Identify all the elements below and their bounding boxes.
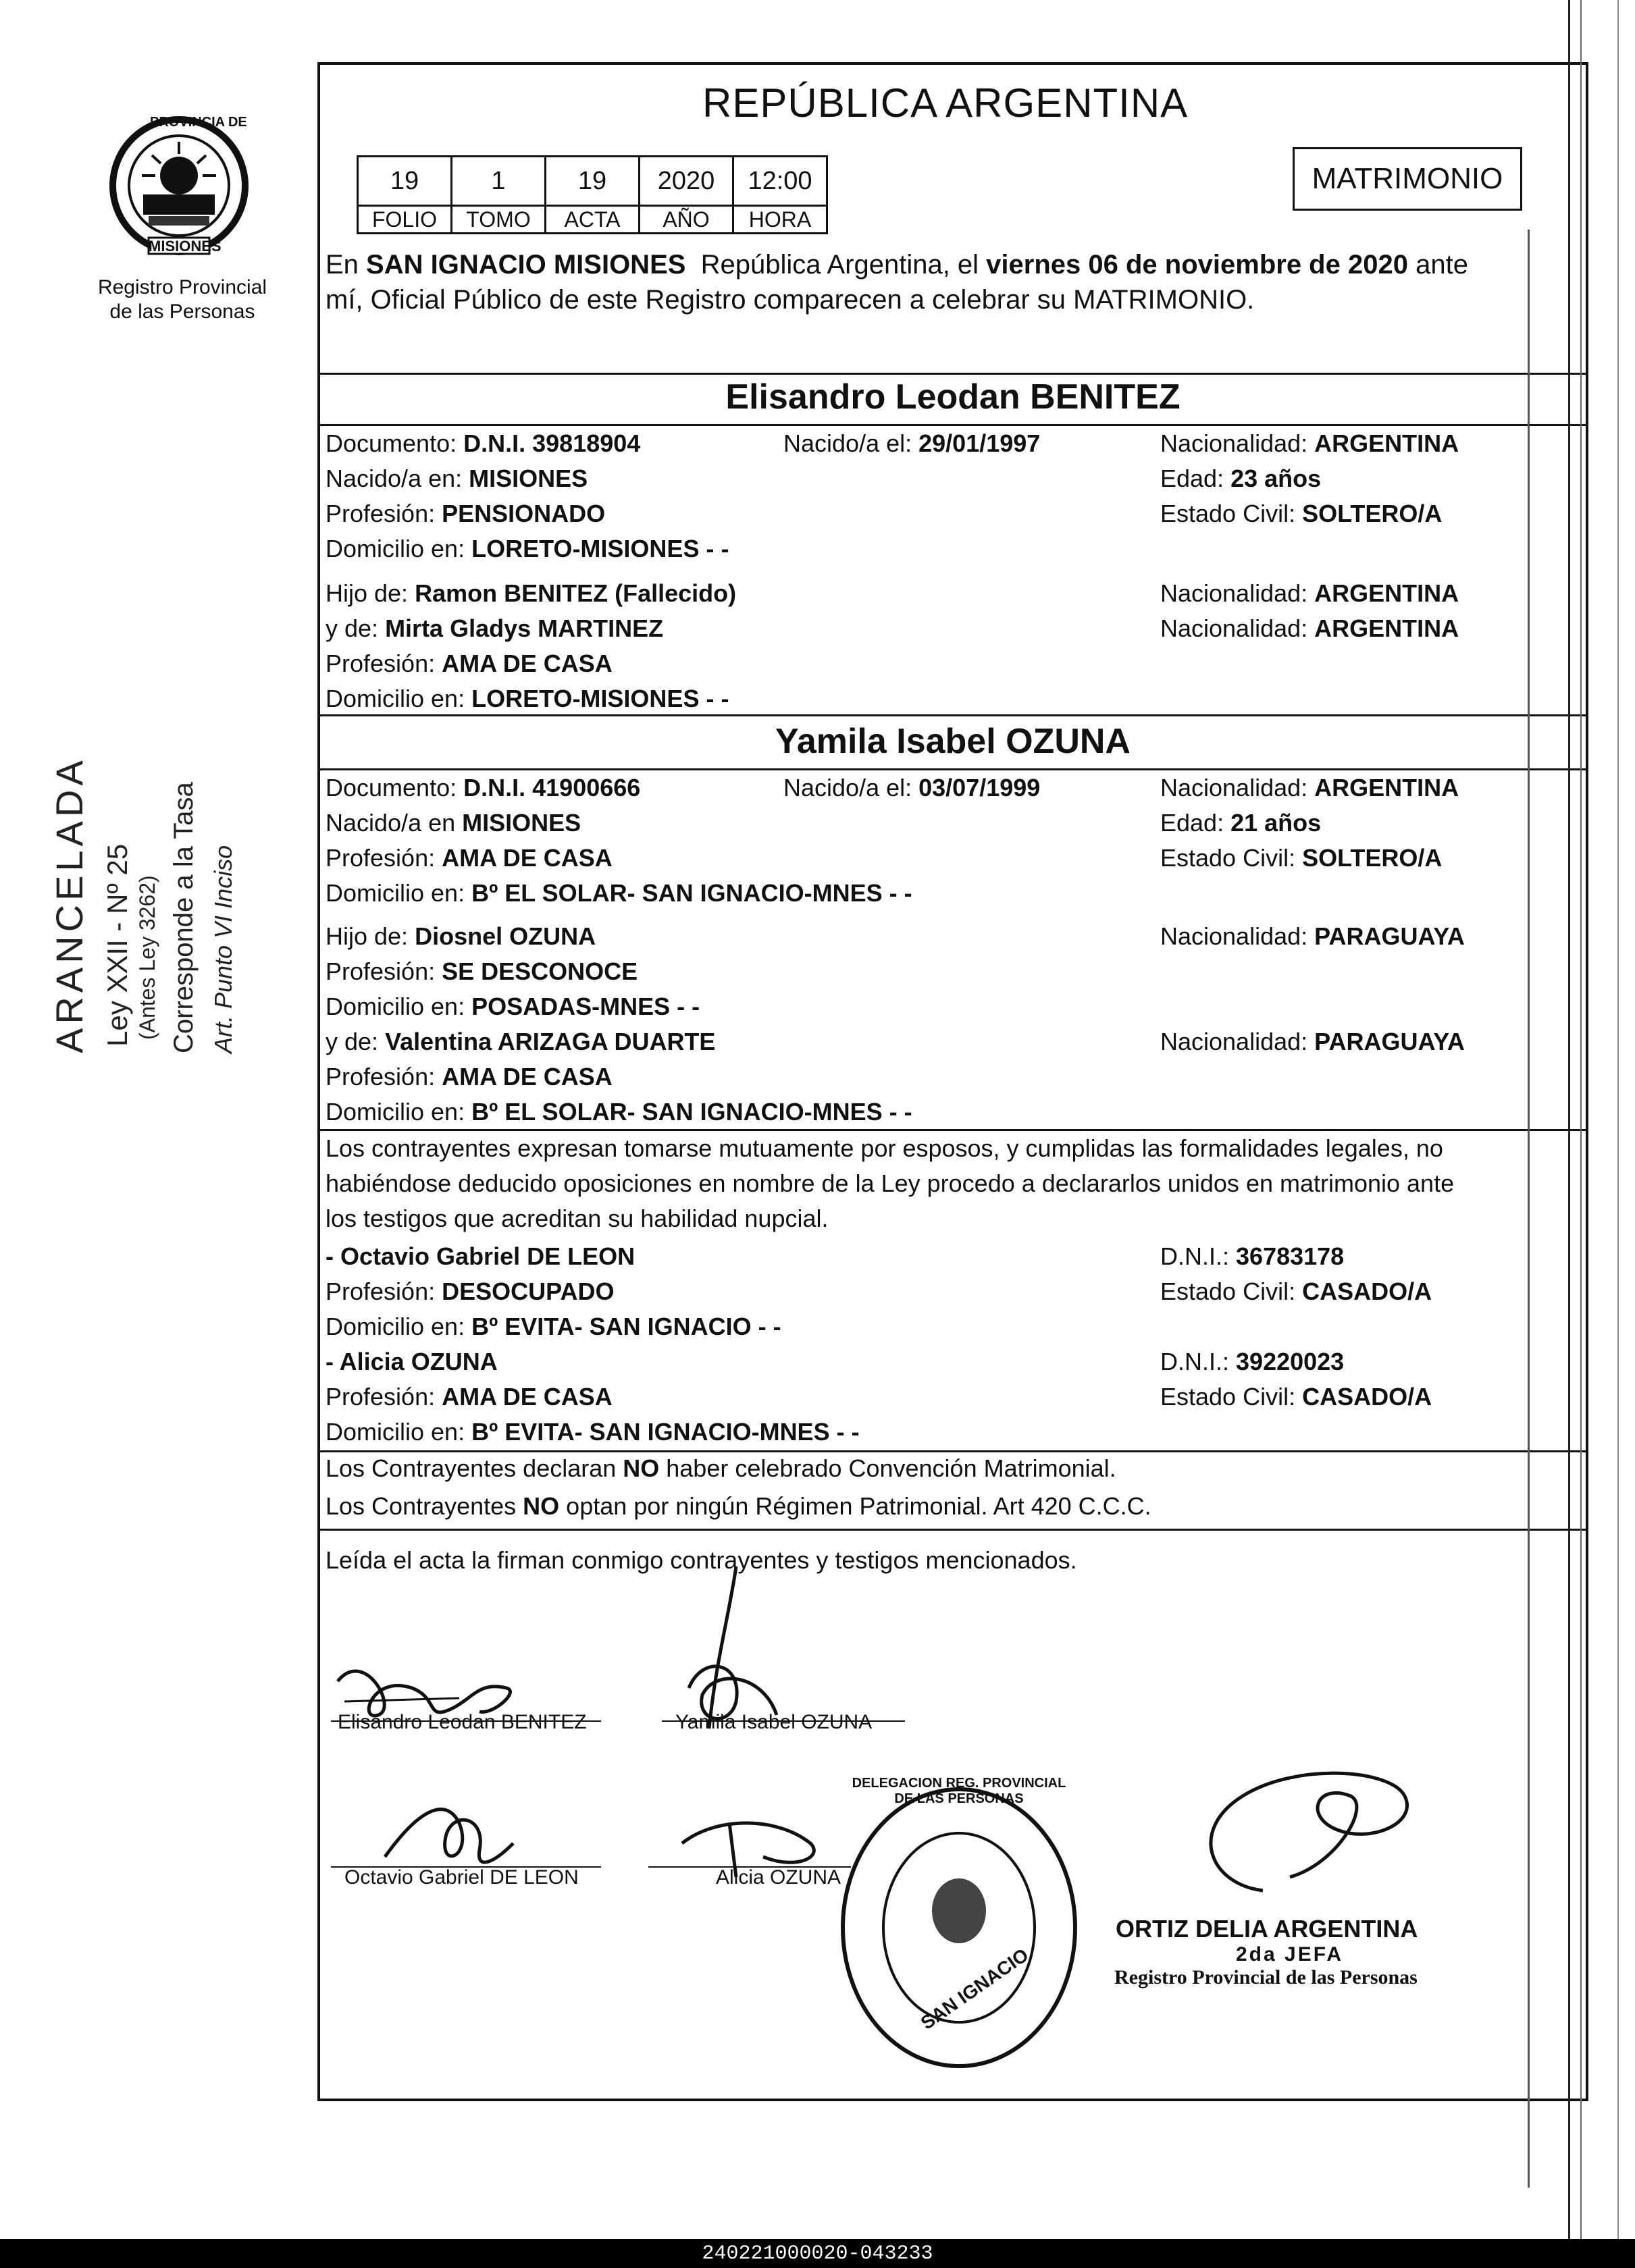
witness1-profession: DESOCUPADO (442, 1277, 615, 1305)
patrimonial-line2 (326, 1492, 1151, 1521)
intro-suffix: ante (1407, 250, 1468, 280)
label: Profesión: (326, 1063, 436, 1090)
spouse2-documento: D.N.I. 41900666 (463, 774, 641, 801)
seal-ring-top: PROVINCIA DE (150, 115, 247, 130)
signatures-intro: Leída el acta la firman conmigo contrayentes y testigos mencionados. (326, 1546, 1077, 1574)
label: Nacido/a en (326, 809, 456, 837)
witness2-dni: 39220023 (1236, 1348, 1345, 1375)
delegation-stamp (837, 1776, 1081, 2073)
patrimonial-line2-prefix: Los Contrayentes (326, 1492, 523, 1520)
label: Profesión: (326, 500, 436, 527)
spouse1-birthdate-row (783, 429, 1040, 458)
scan-artifact-line (1568, 0, 1570, 2239)
folio-label: FOLIO (358, 206, 452, 234)
spouse1-civil-row (1160, 500, 1442, 528)
label: Profesión: (326, 650, 436, 677)
spouse2-nationality-row (1160, 774, 1459, 802)
spouse1-mother-domicile: LORETO-MISIONES - - (471, 685, 729, 712)
spouse1-mother-nationality-row (1160, 614, 1459, 643)
label: Estado Civil: (1160, 1383, 1296, 1410)
margin-stamp-line1: ARANCELADA (48, 756, 90, 1053)
label: Nacido/a el: (783, 774, 912, 801)
spouse1-birthplace: MISIONES (469, 465, 588, 492)
declaration-line2: habiéndose deducido oposiciones en nombre de la Ley procedo a declararlos unidos en matrimonio ante (326, 1169, 1455, 1197)
spouse2-civil-status: SOLTERO/A (1302, 844, 1443, 872)
label: Domicilio en: (326, 993, 465, 1020)
official-name: ORTIZ DELIA ARGENTINA (1116, 1915, 1418, 1943)
divider-1 (317, 373, 1588, 375)
spouse1-father-nationality: ARGENTINA (1314, 579, 1459, 607)
label: Profesión: (326, 1277, 436, 1305)
seal-caption-line1: Registro Provincial (97, 276, 267, 298)
scan-artifact-line (1580, 0, 1582, 2239)
spouse2-father-row (326, 922, 596, 951)
spouse2-mother-domicile-row (326, 1098, 912, 1126)
patrimonial-line1-bold: NO (623, 1454, 660, 1482)
witness1-civil-status: CASADO/A (1302, 1277, 1432, 1305)
spouse1-documento-row (326, 429, 640, 458)
spouse2-birthdate-row (783, 774, 1040, 802)
label: Estado Civil: (1160, 844, 1296, 872)
label: Domicilio en: (326, 535, 465, 562)
divider-2 (317, 424, 1588, 426)
footer-barcode: 240221000020-043233 (0, 2239, 1635, 2268)
spouse1-profession-row (326, 500, 605, 528)
act-type-box: MATRIMONIO (1293, 147, 1522, 211)
witness2-civil-row (1160, 1383, 1432, 1411)
label: Profesión: (326, 844, 436, 872)
witness2-name: - Alicia OZUNA (326, 1348, 498, 1375)
anio-value: 2020 (640, 157, 733, 206)
intro-prefix: En (326, 250, 367, 280)
spouse1-birthdate: 29/01/1997 (918, 429, 1041, 457)
intro-line2: mí, Oficial Público de este Registro comparecen a celebrar su MATRIMONIO. (326, 285, 1255, 315)
official-role: 2da JEFA (1236, 1943, 1344, 1966)
label: Edad: (1160, 465, 1224, 492)
registry-reference-grid (357, 155, 828, 234)
witness2-domicile-row (326, 1418, 860, 1446)
spouse2-mother-row (326, 1028, 715, 1056)
stamp-center-text: SAN IGNACIO (916, 1944, 1033, 2034)
spouse2-age-row (1160, 809, 1321, 837)
patrimonial-line2-suffix: optan por ningún Régimen Patrimonial. Art 420 C.C.C. (559, 1492, 1151, 1520)
scan-artifact-line (1617, 0, 1619, 2239)
witness2-profession: AMA DE CASA (442, 1383, 613, 1410)
divider-7 (317, 1529, 1588, 1531)
patrimonial-line1-suffix: haber celebrado Convención Matrimonial. (659, 1454, 1116, 1482)
margin-stamp-line3: (Antes Ley 3262) (135, 875, 159, 1040)
handwritten-signature-3 (378, 1783, 547, 1877)
witness2-civil-status: CASADO/A (1302, 1383, 1432, 1410)
divider-3 (317, 714, 1588, 716)
spouse2-profession-row (326, 844, 613, 872)
label: Nacionalidad: (1160, 922, 1308, 950)
witness2-name-row (326, 1348, 498, 1376)
spouse2-age: 21 años (1230, 809, 1322, 837)
spouse2-father-profession: SE DESCONOCE (442, 957, 638, 985)
stamp-ring-text: DELEGACION REG. PROVINCIAL DE LAS PERSONAS (852, 1776, 1066, 1806)
spouse2-father-profession-row (326, 957, 638, 986)
witness1-name: - Octavio Gabriel DE LEON (326, 1242, 635, 1270)
label: Profesión: (326, 957, 436, 985)
witness1-domicile-row (326, 1313, 781, 1341)
label: Nacido/a en: (326, 465, 463, 492)
spouse2-civil-row (1160, 844, 1442, 872)
spouse1-domicile: LORETO-MISIONES - - (471, 535, 729, 562)
spouse1-nationality: ARGENTINA (1314, 429, 1459, 457)
label: Nacido/a el: (783, 429, 912, 457)
seal-ring-bottom: MISIONES (149, 238, 222, 255)
spouse1-mother-profession: AMA DE CASA (442, 650, 613, 677)
label: Estado Civil: (1160, 1277, 1296, 1305)
seal-caption-line2: de las Personas (109, 300, 255, 323)
spouse2-domicile-row (326, 879, 912, 907)
label: Documento: (326, 774, 457, 801)
signature-name-1: Elisandro Leodan BENITEZ (338, 1711, 587, 1733)
signature-name-3: Octavio Gabriel DE LEON (344, 1866, 579, 1889)
spouse2-father-nationality: PARAGUAYA (1314, 922, 1465, 950)
spouse2-domicile: Bº EL SOLAR- SAN IGNACIO-MNES - - (471, 879, 912, 907)
patrimonial-line1-prefix: Los Contrayentes declaran (326, 1454, 623, 1482)
patrimonial-line2-bold: NO (523, 1492, 560, 1520)
declaration-line1: Los contrayentes expresan tomarse mutuamente por esposos, y cumplidas las formalidades legales, no (326, 1134, 1443, 1162)
intro-date: viernes 06 de noviembre de 2020 (986, 250, 1408, 280)
spouse2-mother-nationality: PARAGUAYA (1314, 1028, 1465, 1055)
spouse2-mother-nationality-row (1160, 1028, 1465, 1056)
spouse1-father-nationality-row (1160, 579, 1459, 608)
acta-label: ACTA (546, 206, 640, 234)
label: Domicilio en: (326, 1313, 465, 1340)
spouse2-father-domicile-row (326, 993, 700, 1021)
witness2-domicile: Bº EVITA- SAN IGNACIO-MNES - - (471, 1418, 860, 1446)
spouse2-birthdate: 03/07/1999 (918, 774, 1041, 801)
margin-fee-stamp (41, 608, 270, 1080)
spouse1-mother-domicile-row (326, 685, 729, 713)
seal-caption (74, 275, 290, 324)
divider-4 (317, 768, 1588, 770)
spouse2-father: Diosnel OZUNA (415, 922, 596, 950)
official-office: Registro Provincial de las Personas (1114, 1966, 1418, 1988)
intro-paragraph (326, 247, 1582, 317)
margin-stamp-line2: Ley XXII - Nº 25 (101, 843, 133, 1047)
spouse2-documento-row (326, 774, 640, 802)
spouse2-profession: AMA DE CASA (442, 844, 613, 872)
province-seal (101, 108, 257, 270)
label: Nacionalidad: (1160, 429, 1308, 457)
spouse1-mother: Mirta Gladys MARTINEZ (385, 614, 664, 642)
signature-name-2: Yamila Isabel OZUNA (675, 1711, 873, 1733)
witness1-dni-row (1160, 1242, 1344, 1271)
spouse1-documento: D.N.I. 39818904 (463, 429, 641, 457)
witness2-dni-row (1160, 1348, 1344, 1376)
margin-stamp-line5: Art. Punto VI Inciso (209, 845, 237, 1053)
stamp-oval-icon (837, 1783, 1081, 2073)
spouse1-profession: PENSIONADO (442, 500, 606, 527)
spouse2-mother: Valentina ARIZAGA DUARTE (385, 1028, 716, 1055)
handwritten-signature-official (1168, 1756, 1425, 1918)
spouse1-mother-row (326, 614, 663, 643)
label: Nacionalidad: (1160, 1028, 1308, 1055)
spouse1-father-row (326, 579, 736, 608)
signature-name-4: Alicia OZUNA (716, 1866, 841, 1889)
spouse2-mother-profession: AMA DE CASA (442, 1063, 613, 1090)
label: Nacionalidad: (1160, 614, 1308, 642)
hora-value: 12:00 (733, 157, 827, 206)
divider-5 (317, 1129, 1588, 1131)
folio-value: 19 (358, 157, 452, 206)
spouse2-nationality: ARGENTINA (1314, 774, 1459, 801)
witness1-name-row (326, 1242, 635, 1271)
spouse1-birthplace-row (326, 465, 588, 493)
label: y de: (326, 1028, 379, 1055)
spouse2-mother-profession-row (326, 1063, 613, 1091)
label: Hijo de: (326, 922, 409, 950)
label: Domicilio en: (326, 1098, 465, 1126)
witness1-profession-row (326, 1277, 614, 1306)
label: Hijo de: (326, 579, 409, 607)
margin-stamp-line4: Corresponde a la Tasa (169, 782, 199, 1053)
label: Nacionalidad: (1160, 579, 1308, 607)
spouse1-age: 23 años (1230, 465, 1322, 492)
label: Estado Civil: (1160, 500, 1296, 527)
label: Edad: (1160, 809, 1224, 837)
tomo-label: TOMO (452, 206, 546, 234)
witness1-domicile: Bº EVITA- SAN IGNACIO - - (471, 1313, 781, 1340)
intro-mid: República Argentina, el (685, 250, 987, 280)
label: y de: (326, 614, 379, 642)
spouse2-father-domicile: POSADAS-MNES - - (471, 993, 700, 1020)
label: Profesión: (326, 1383, 436, 1410)
witness1-dni: 36783178 (1236, 1242, 1345, 1270)
tomo-value: 1 (452, 157, 546, 206)
label: Domicilio en: (326, 1418, 465, 1446)
spouse1-mother-profession-row (326, 650, 613, 678)
patrimonial-line1 (326, 1454, 1116, 1483)
spouse1-nationality-row (1160, 429, 1459, 458)
intro-line1 (326, 247, 1582, 282)
witness2-profession-row (326, 1383, 613, 1411)
divider-6 (317, 1450, 1588, 1452)
anio-label: AÑO (640, 206, 733, 234)
spouse1-father: Ramon BENITEZ (Fallecido) (415, 579, 737, 607)
spouse1-age-row (1160, 465, 1321, 493)
spouse1-name: Elisandro Leodan BENITEZ (725, 377, 1180, 417)
label: Nacionalidad: (1160, 774, 1308, 801)
acta-value: 19 (546, 157, 640, 206)
spouse2-birthplace-row (326, 809, 581, 837)
label: Domicilio en: (326, 879, 465, 907)
spouse1-mother-nationality: ARGENTINA (1314, 614, 1459, 642)
spouse2-name: Yamila Isabel OZUNA (775, 722, 1131, 761)
label: Domicilio en: (326, 685, 465, 712)
spouse2-father-nationality-row (1160, 922, 1465, 951)
declaration-line3: los testigos que acreditan su habilidad nupcial. (326, 1205, 829, 1232)
witness1-civil-row (1160, 1277, 1432, 1306)
hora-label: HORA (733, 206, 827, 234)
page-title: REPÚBLICA ARGENTINA (702, 80, 1189, 126)
label: D.N.I.: (1160, 1242, 1230, 1270)
spouse2-birthplace: MISIONES (462, 809, 581, 837)
spouse1-domicile-row (326, 535, 729, 563)
intro-place: SAN IGNACIO MISIONES (366, 250, 686, 280)
spouse2-mother-domicile: Bº EL SOLAR- SAN IGNACIO-MNES - - (471, 1098, 912, 1126)
label: D.N.I.: (1160, 1348, 1230, 1375)
spouse1-civil-status: SOLTERO/A (1302, 500, 1443, 527)
label: Documento: (326, 429, 457, 457)
scan-artifact-line (1528, 230, 1530, 2188)
